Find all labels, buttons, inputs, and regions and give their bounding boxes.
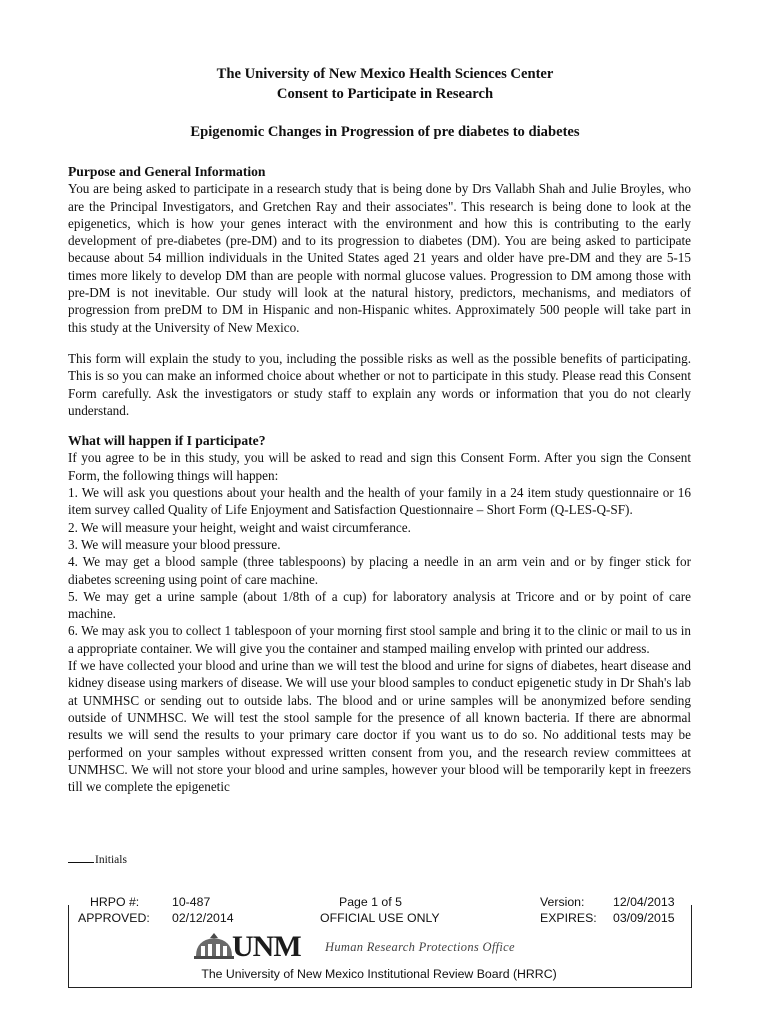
purpose-paragraph-2: This form will explain the study to you, including the possible risks as well as the possible benefits of participating. This is so you can make an informed choice about whether or not to participate in this study. Please read this Consent Form carefully. Ask the investigators or study staff to explain any words or information that you do not clearly understand.: [68, 350, 691, 418]
hrpo-office-name: Human Research Protections Office: [325, 940, 515, 954]
approved-label: APPROVED:: [78, 911, 150, 925]
initials-label: Initials: [95, 854, 127, 866]
unm-seal-icon: [192, 932, 236, 962]
hrpo-label: HRPO #:: [90, 895, 140, 909]
procedure-item: 4. We may get a blood sample (three tablespoons) by placing a needle in an arm vein and or by finger stick for diabetes screening using point of care machine.: [68, 554, 691, 587]
purpose-heading: Purpose and General Information: [68, 164, 266, 179]
initials-field[interactable]: [68, 852, 127, 866]
tests-paragraph: If we have collected your blood and urine than we will test the blood and urine for signs of diabetes, heart disease and kidney disease using markers of disease. We will use your blood samples to conduct epigenetic study in Dr Shah's lab at UNMHSC or sending out to outside labs. The blood and or urine samples will be anonymized before sending outside of UNMHSC. We will test the stool sample for the presence of all known bacteria. If there are abnormal results we will send the results to your primary care doctor if you want us to do so. No additional tests may be performed on your samples without expressed written consent from you, and the research review committees at UNMHSC. We will not store your blood and urine samples, however your blood will be temporarily kept in freezers till we complete the epigenetic: [68, 658, 691, 795]
approved-date: 02/12/2014: [172, 911, 234, 925]
version-date: 12/04/2013: [613, 895, 675, 909]
procedure-item: 3. We will measure your blood pressure.: [68, 536, 281, 552]
official-use-label: OFFICIAL USE ONLY: [320, 911, 440, 925]
unm-wordmark: UNM: [232, 930, 301, 963]
procedure-item: 5. We may get a urine sample (about 1/8th of a cup) for laboratory analysis at Tricore and or by point of care machine.: [68, 588, 691, 622]
document-body: [68, 163, 691, 795]
procedure-item: 6. We may ask you to collect 1 tablespoon of your morning first stool sample and bring it to the clinic or mail to us in a appropriate container. We will give you the container and stamped mailing envelop with printed our address.: [68, 623, 691, 656]
study-title: Epigenomic Changes in Progression of pre diabetes to diabetes: [190, 124, 580, 140]
unm-hrpo-logo: [192, 930, 522, 964]
procedure-item: 1. We will ask you questions about your health and the health of your family in a 24 item study questionnaire or 16 item survey called Quality of Life Enjoyment and Satisfaction Questionnaire – Short Form (Q-LES-Q-SF).: [68, 485, 691, 518]
irb-name: The University of New Mexico Institutional Review Board (HRRC): [201, 967, 557, 981]
procedure-item: 2. We will measure your height, weight and waist circumferance.: [68, 519, 411, 535]
expires-date: 03/09/2015: [613, 911, 675, 925]
form-title: Consent to Participate in Research: [276, 86, 494, 102]
hrpo-number: 10-487: [172, 895, 211, 909]
participate-heading: What will happen if I participate?: [68, 433, 266, 449]
version-label: Version:: [540, 895, 585, 909]
institution-title: The University of New Mexico Health Sciences Center: [216, 66, 554, 82]
participate-intro: If you agree to be in this study, you will be asked to read and sign this Consent Form. After you sign the Consent Form, the following things will happen:: [68, 450, 691, 483]
expires-label: EXPIRES:: [540, 911, 597, 925]
initials-line: [68, 852, 94, 863]
page-number: Page 1 of 5: [339, 895, 402, 909]
purpose-paragraph-1: You are being asked to participate in a research study that is being done by Drs Vallabh Shah and Julie Broyles, who are the Principal Investigators, and Gretchen Ray and their associates". This research is being done to look at the epigenetics, which is how your genes interact with the environment and how this is contributing to the early development of pre-diabetes (pre-DM) and to its progression to diabetes (DM). You are being asked to participate because about 54 million individuals in the United States aged 21 years and older have pre-DM and they are 5-15 times more likely to develop DM than are people with normal glucose values. Progression to DM among those with pre-DM is not inevitable. Our study will look at the natural history, predictors, mechanisms, and mediators of progression from preDM to DM in Hispanic and non-Hispanic whites. Approximately 500 people will take part in this study at the University of New Mexico.: [68, 181, 691, 335]
